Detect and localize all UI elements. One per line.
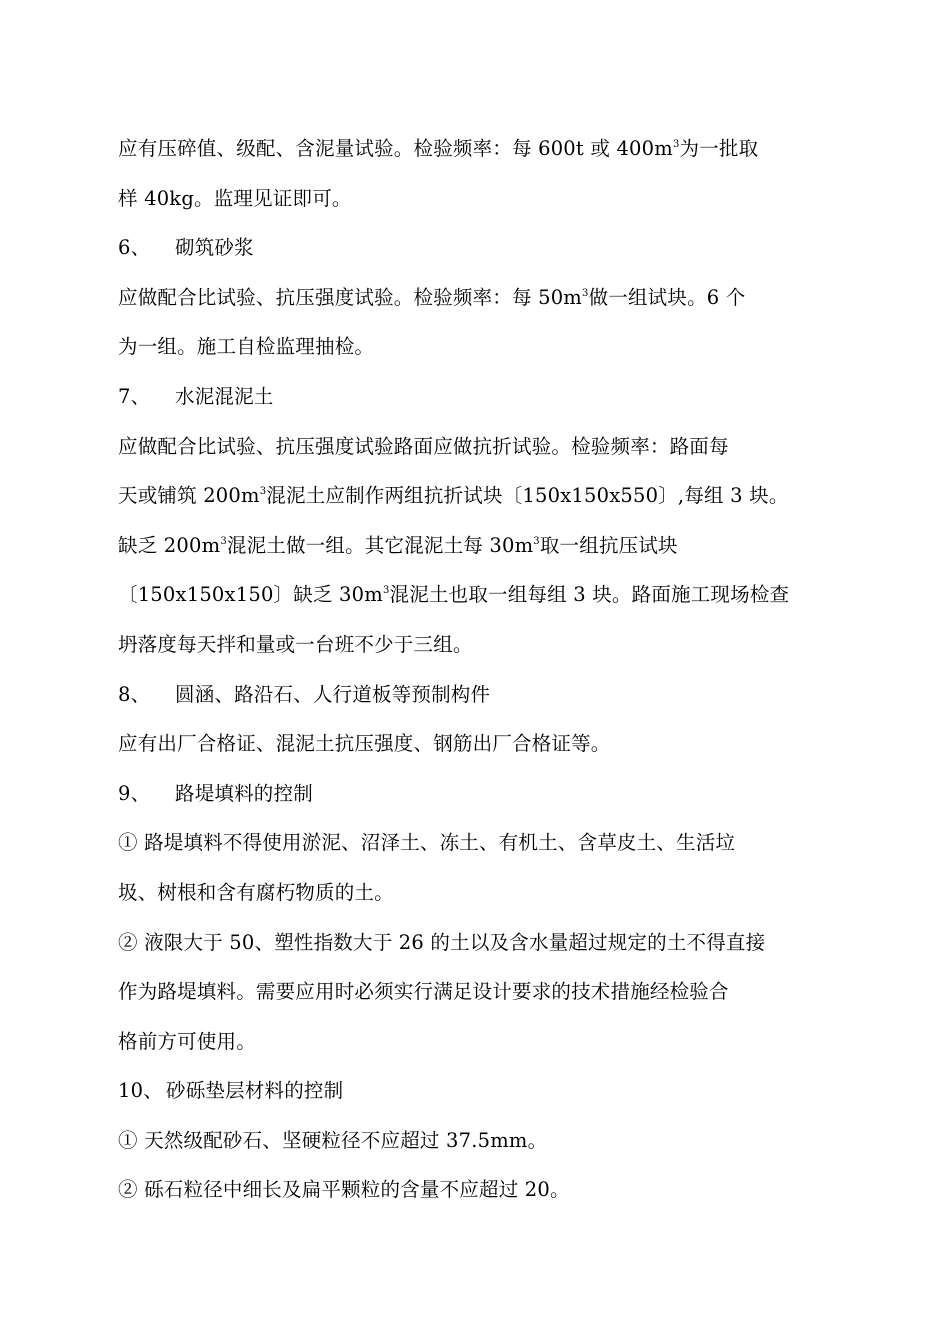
section-title: 圆涵、路沿石、人行道板等预制构件: [175, 682, 491, 706]
section-number: 10、: [118, 1079, 163, 1103]
section-heading: [118, 372, 834, 422]
superscript: 3: [382, 585, 390, 597]
text-segment: 混泥土也取一组每组 3 块。路面施工现场检查: [389, 583, 790, 607]
text-segment: 缺乏 200m: [118, 533, 221, 557]
section-heading: [118, 769, 834, 819]
text-line: [118, 620, 834, 670]
text-segment: 应有压碎值、级配、含泥量试验。检验频率：每 600t 或 400m: [118, 137, 673, 160]
section-title: 砌筑砂浆: [175, 236, 254, 260]
text-segment: 圾、树根和含有腐朽物质的土。: [118, 880, 394, 904]
superscript: 3: [582, 287, 589, 299]
section-title: 砂砾垫层材料的控制: [166, 1079, 344, 1103]
text-segment: 混泥土做一组。其它混泥土每 30m: [226, 533, 534, 557]
text-line: [118, 1017, 834, 1067]
text-segment: 应有出厂合格证、混泥土抗压强度、钢筋出厂合格证等。: [118, 732, 611, 756]
text-segment: 样 40kg。监理见证即可。: [118, 186, 352, 210]
text-line: [118, 273, 834, 323]
text-line: [118, 174, 834, 224]
text-line: [118, 719, 834, 769]
section-number: 8、: [118, 682, 151, 706]
section-heading: [118, 223, 834, 273]
text-line: [118, 124, 834, 174]
superscript: 3: [672, 139, 680, 150]
text-line: [118, 422, 834, 472]
text-line: [118, 967, 834, 1017]
text-segment: 天或铺筑 200m: [118, 484, 260, 508]
text-segment: 坍落度每天拌和量或一台班不少于三组。: [118, 632, 473, 656]
text-line: [118, 868, 834, 918]
section-heading: [118, 1066, 834, 1116]
section-number: 9、: [118, 781, 151, 805]
text-segment: 应做配合比试验、抗压强度试验路面应做抗折试验。检验频率：路面每: [118, 434, 729, 458]
text-segment: 〔150x150x150〕缺乏 30m: [118, 583, 383, 607]
text-segment: 作为路堤填料。需要应用时必须实行满足设计要求的技术措施经检验合: [118, 980, 729, 1004]
text-segment: ② 液限大于 50、塑性指数大于 26 的土以及含水量超过规定的土不得直接: [118, 930, 766, 954]
section-title: 水泥混泥土: [175, 384, 274, 408]
section-heading: [118, 670, 834, 720]
superscript: 3: [533, 535, 540, 547]
text-segment: ② 砾石粒径中细长及扁平颗粒的含量不应超过 20。: [118, 1178, 570, 1202]
text-line: [118, 918, 834, 968]
text-line: [118, 570, 834, 620]
text-segment: 取一组抗压试块: [539, 533, 678, 557]
text-segment: ① 路堤填料不得使用淤泥、沼泽土、冻土、有机土、含草皮土、生活垃: [118, 831, 736, 855]
superscript: 3: [220, 535, 227, 547]
text-segment: 做一组试块。6 个: [588, 285, 746, 309]
text-segment: 为一组。施工自检监理抽检。: [118, 335, 375, 359]
text-line: [118, 1116, 834, 1166]
section-title: 路堤填料的控制: [175, 781, 313, 805]
section-number: 6、: [118, 236, 151, 260]
document-page: [118, 124, 834, 1215]
text-line: [118, 322, 834, 372]
text-line: [118, 521, 834, 571]
text-segment: 应做配合比试验、抗压强度试验。检验频率：每 50m: [118, 285, 583, 309]
section-number: 7、: [118, 384, 151, 408]
superscript: 3: [259, 486, 267, 498]
text-segment: 混泥土应制作两组抗折试块〔150x150x550〕,每组 3 块。: [266, 484, 789, 508]
text-line: [118, 818, 834, 868]
text-line: [118, 1165, 834, 1215]
text-segment: 格前方可使用。: [118, 1029, 256, 1053]
text-line: [118, 471, 834, 521]
text-segment: ① 天然级配砂石、坚硬粒径不应超过 37.5mm。: [118, 1128, 548, 1152]
text-segment: 为一批取: [679, 137, 759, 160]
